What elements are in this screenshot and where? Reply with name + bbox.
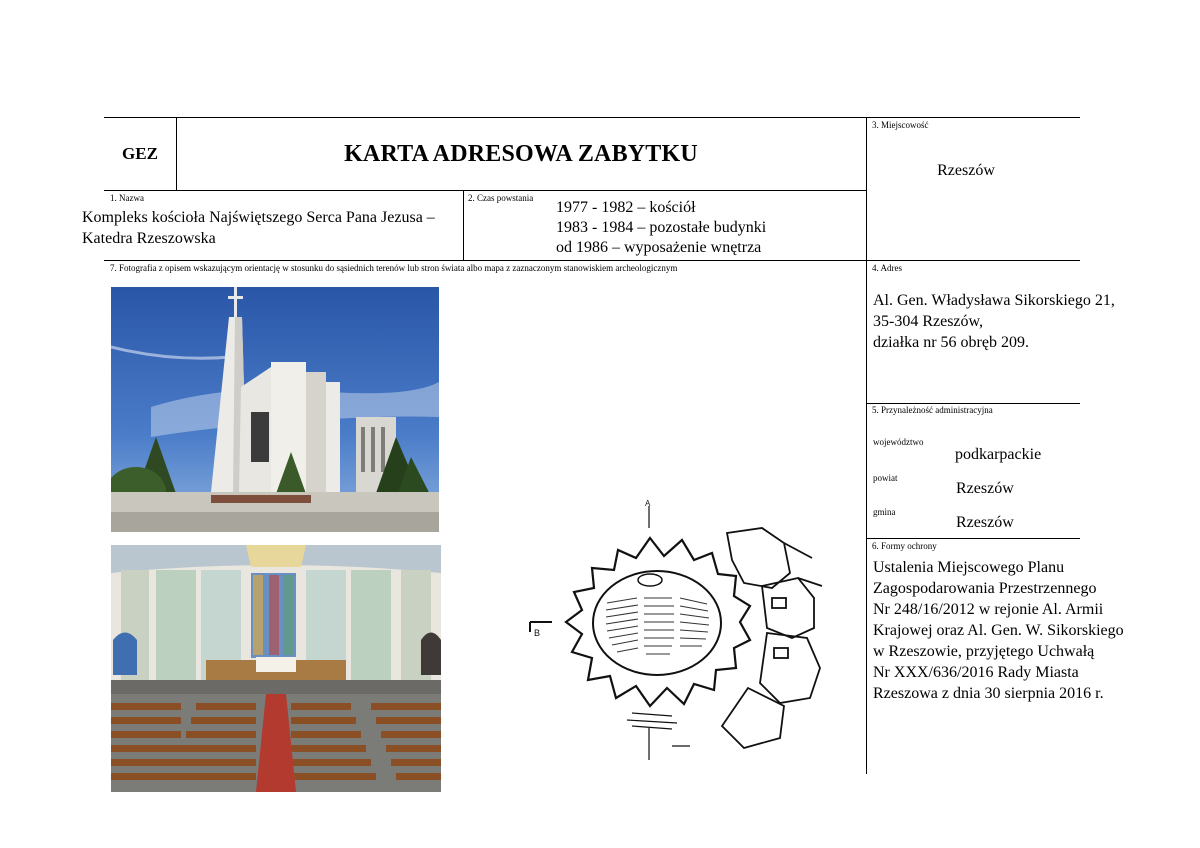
gmina-value: Rzeszów [956,514,1014,531]
gmina-label: gmina [873,507,896,517]
adres-line-2: 35-304 Rzeszów, [873,313,984,330]
nazwa-line-2: Katedra Rzeszowska [82,230,216,247]
row2-bottom-border [104,260,1080,261]
adres-line-3: działka nr 56 obręb 209. [873,334,1029,351]
formy-line-4: Krajowej oraz Al. Gen. W. Sikorskiego [873,622,1124,639]
nazwa-czas-divider [463,190,464,260]
formy-label: 6. Formy ochrony [872,541,937,551]
miejscowosc-value: Rzeszów [937,162,995,179]
czas-label: 2. Czas powstania [468,193,534,203]
adres-label: 4. Adres [872,263,902,273]
czas-line-2: 1983 - 1984 – pozostałe budynki [556,219,767,236]
wojewodztwo-label: województwo [873,437,924,447]
formy-line-5: w Rzeszowie, przyjętego Uchwałą [873,643,1095,660]
cathedral-exterior-photo [111,287,439,532]
powiat-label: powiat [873,473,898,483]
page-title: KARTA ADRESOWA ZABYTKU [344,140,698,167]
czas-line-3: od 1986 – wyposażenie wnętrza [556,239,762,256]
formy-line-7: Rzeszowa z dnia 30 sierpnia 2016 r. [873,685,1104,702]
formy-line-6: Nr XXX/636/2016 Rady Miasta [873,664,1079,681]
plan-marker-b: B [534,628,541,638]
formy-line-2: Zagospodarowania Przestrzennego [873,580,1097,597]
nazwa-label: 1. Nazwa [110,193,144,203]
przynaleznosc-label: 5. Przynależność administracyjna [872,405,993,415]
czas-line-1: 1977 - 1982 – kościół [556,199,696,216]
adres-bottom-border [866,403,1080,404]
cathedral-interior-photo [111,545,441,792]
gez-code: GEZ [122,144,158,163]
right-column-divider [866,117,867,774]
powiat-value: Rzeszów [956,480,1014,497]
header-bottom-border [104,190,866,191]
fotografia-label: 7. Fotografia z opisem wskazującym orientację w stosunku do sąsiednich terenów lub stron świata albo mapa z zaznaczonym stanowiskiem archeologicznym [110,263,678,273]
wojewodztwo-value: podkarpackie [955,446,1042,463]
nazwa-line-1: Kompleks kościoła Najświętszego Serca Pana Jezusa – [82,209,435,226]
przynaleznosc-bottom-border [866,538,1080,539]
formy-line-1: Ustalenia Miejscowego Planu [873,559,1065,576]
miejscowosc-label: 3. Miejscowość [872,120,929,130]
adres-line-1: Al. Gen. Władysława Sikorskiego 21, [873,292,1115,309]
plan-marker-a: A [645,499,651,508]
floor-plan-drawing [522,498,832,768]
formy-line-3: Nr 248/16/2012 w rejonie Al. Armii [873,601,1104,618]
